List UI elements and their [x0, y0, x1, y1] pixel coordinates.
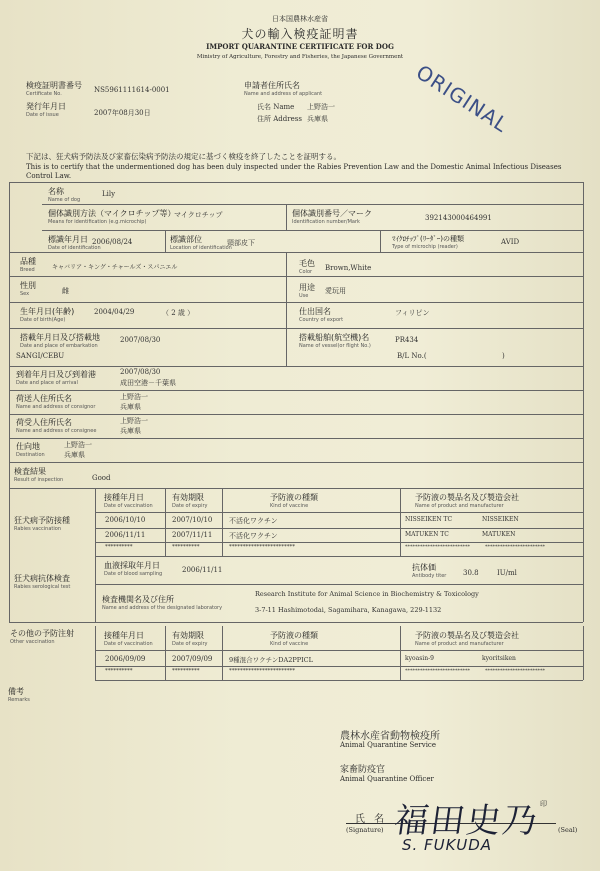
rabies-date-header: 接種年月日 Date of vaccination [104, 493, 153, 509]
rabies-kind: 不活化ワクチン [229, 517, 278, 525]
applicant-name-value: 上野浩一 [307, 103, 335, 111]
cert-no-value: NS5961111614-0001 [94, 86, 170, 94]
table-rule [9, 276, 583, 277]
rabies-date: ********** [105, 544, 133, 550]
embarkation-label: 搭載年月日及び搭載地 Date and place of embarkation [20, 333, 100, 349]
id-means-value: マイクロチップ [174, 211, 223, 219]
rabies-expiry: ********** [172, 544, 200, 550]
cert-no-label: 検疫証明書番号 Certificate No. [26, 81, 82, 97]
table-rule [222, 488, 223, 556]
table-rule [286, 302, 287, 328]
microchip-type-value: AVID [501, 238, 520, 246]
consignor-address: 兵庫県 [120, 403, 141, 411]
rabies-expiry: 2007/10/10 [172, 516, 213, 524]
arrival-place: 成田空港－千葉県 [120, 379, 176, 387]
id-date-label: 標識年月日 Date of identification [48, 235, 101, 251]
other-kind: 9種混合ワクチンDA2PPICL [229, 656, 313, 664]
rabies-product: ************************** [405, 544, 470, 550]
seal-label: (Seal) [558, 826, 578, 834]
table-rule [95, 650, 583, 651]
table-rule [9, 462, 583, 463]
id-means-label: 個体識別方法（マイクロチップ等） Means for identification (e.g.microchip) [48, 209, 176, 225]
birth-value: 2004/04/29 [94, 308, 135, 316]
table-rule [9, 390, 583, 391]
dog-name-label: 名称 Name of dog [48, 187, 81, 203]
export-country-label: 仕出国名 Country of export [299, 307, 344, 323]
export-country-value: フィリピン [395, 309, 430, 317]
embarkation-place: SANGI/CEBU [16, 352, 65, 360]
ministry-en: Ministry of Agriculture, Forestry and Fisheries, the Japanese Government [196, 54, 404, 60]
rabies-kind: 不活化ワクチン [229, 532, 278, 540]
inspection-result-value: Good [92, 474, 111, 482]
applicant-addr-value: 兵庫県 [307, 115, 328, 123]
rabies-maker: NISSEIKEN [482, 516, 519, 523]
table-rule [222, 626, 223, 680]
service-en: Animal Quarantine Service [340, 741, 436, 749]
signature-label: (Signature) [346, 826, 384, 834]
other-kind-header: 予防液の種類 Kind of vaccine [270, 631, 318, 647]
consignor-name: 上野浩一 [120, 393, 148, 401]
table-rule [9, 622, 583, 623]
consignor-label: 荷送人住所氏名 Name and address of consignor [16, 394, 96, 410]
table-rule [165, 488, 166, 556]
consignee-label: 荷受人住所氏名 Name and address of consignee [16, 418, 97, 434]
officer-en: Animal Quarantine Officer [340, 775, 434, 783]
antibody-titer-label: 抗体価 Antibody titer [412, 563, 447, 579]
rabies-product: NISSEIKEN TC [405, 516, 453, 523]
table-rule [9, 366, 583, 367]
issue-date-value: 2007年08月30日 [94, 109, 151, 117]
other-date: ********** [105, 668, 133, 674]
table-rule [9, 252, 583, 253]
age-value: （ 2 歳 ） [162, 309, 195, 317]
id-date-value: 2006/08/24 [92, 238, 133, 246]
applicant-label: 申請者住所氏名 Name and address of applicant [244, 81, 323, 97]
bl-no-close: ) [502, 352, 505, 360]
remarks-label: 備考 Remarks [8, 687, 30, 703]
table-rule [95, 488, 96, 622]
bl-no-label: B/L No.( [397, 352, 427, 360]
destination-address: 兵庫県 [64, 451, 85, 459]
table-rule [95, 528, 583, 529]
antibody-titer-unit: IU/ml [497, 569, 517, 577]
laboratory-label: 検査機関名及び住所 Name and address of the designated laboratory [102, 595, 223, 611]
rabies-kind-header: 予防液の種類 Kind of vaccine [270, 493, 318, 509]
officer-jp: 家畜防疫官 [340, 765, 386, 775]
rabies-vaccination-label: 狂犬病予防接種 Rabies vaccination [14, 516, 70, 532]
id-location-label: 標識部位 Location of identification [170, 235, 232, 251]
serology-label: 狂犬病抗体検査 Rabies serological test [14, 574, 71, 590]
table-rule [165, 230, 166, 252]
table-rule [95, 512, 583, 513]
color-value: Brown,White [325, 264, 372, 272]
table-rule [42, 204, 583, 205]
rabies-date: 2006/11/11 [105, 531, 146, 539]
rabies-product: MATUKEN TC [405, 531, 449, 538]
other-kind: ************************ [229, 668, 295, 674]
title-en: IMPORT QUARANTINE CERTIFICATE FOR DOG [206, 42, 394, 51]
table-rule [286, 328, 287, 366]
other-expiry-header: 有効期限 Date of expiry [172, 631, 208, 647]
applicant-name-label: 氏名 Name [257, 103, 295, 111]
antibody-titer-value: 30.8 [463, 569, 479, 577]
table-rule [95, 666, 583, 667]
dog-name-value: Lily [102, 190, 116, 198]
table-rule [9, 302, 583, 303]
id-number-value: 392143000464991 [425, 214, 492, 222]
other-date: 2006/09/09 [105, 655, 146, 663]
other-product-header: 予防液の製品名及び製造会社 Name of product and manufacturer [415, 631, 519, 647]
rabies-product-header: 予防液の製品名及び製造会社 Name of product and manufacturer [415, 493, 519, 509]
other-product: kyoasin-9 [405, 655, 434, 662]
table-rule [9, 182, 583, 183]
signature-en: S. FUKUDA [402, 836, 493, 854]
table-rule [9, 438, 583, 439]
blood-sampling-value: 2006/11/11 [182, 566, 223, 574]
other-date-header: 接種年月日 Date of vaccination [104, 631, 153, 647]
table-rule [95, 584, 583, 585]
other-maker: kyoritsiken [482, 655, 516, 662]
table-rule [95, 680, 583, 681]
arrival-label: 到着年月日及び到着港 Date and place of arrival [16, 370, 96, 386]
arrival-date: 2007/08/30 [120, 368, 161, 376]
color-label: 毛色 Color [299, 259, 315, 275]
title-jp: 犬の輸入検疫証明書 [241, 27, 359, 41]
table-rule [583, 626, 584, 680]
original-stamp: ORIGINAL [411, 60, 513, 138]
seal-mark: 印 [540, 800, 547, 808]
statement-en: This is to certify that the undermentioned dog has been duly inspected under the Rabies Prevention Law and the Domestic Animal Infectious Diseases Control Law. [26, 163, 562, 180]
signature-name-label: 氏 名 [355, 814, 388, 825]
statement-jp: 下記は、狂犬病予防法及び家畜伝染病予防法の規定に基づく検疫を終了したことを証明する。 [26, 152, 341, 161]
breed-value: キャバリア・キング・チャールズ・スパニエル [52, 264, 178, 271]
table-rule [400, 488, 401, 556]
sex-value: 雌 [62, 287, 69, 295]
other-vaccination-label: その他の予防注射 Other vaccination [10, 629, 74, 645]
table-rule [95, 626, 96, 680]
consignee-address: 兵庫県 [120, 427, 141, 435]
vessel-label: 搭載船舶(航空機)名 Name of vessel(or flight No.) [299, 333, 371, 349]
inspection-result-label: 検査結果 Result of inspection [14, 467, 64, 483]
rabies-kind: ************************ [229, 544, 295, 550]
issue-date-label: 発行年月日 Date of issue [26, 102, 66, 118]
rabies-maker: MATUKEN [482, 531, 516, 538]
other-product: ************************** [405, 668, 470, 674]
table-rule [9, 414, 583, 415]
table-rule [583, 182, 584, 622]
table-rule [42, 230, 583, 231]
id-number-label: 個体識別番号／マーク Identification number/Mark [292, 209, 372, 225]
id-location-value: 頸部皮下 [227, 239, 255, 247]
use-label: 用途 Use [299, 283, 315, 299]
service-jp: 農林水産省動物検疫所 [340, 731, 440, 742]
microchip-type-label: ﾏｲｸﾛﾁｯﾌﾟ(ﾘｰﾀﾞｰ)の種類 Type of microchip (reader) [392, 235, 464, 250]
destination-label: 仕向地 Destination [16, 442, 45, 458]
signature-jp: 福田史乃 [391, 801, 542, 841]
laboratory-name: Research Institute for Animal Science in Biochemistry & Toxicology [255, 590, 479, 598]
table-rule [9, 328, 583, 329]
other-expiry: ********** [172, 668, 200, 674]
rabies-expiry: 2007/11/11 [172, 531, 213, 539]
embarkation-date: 2007/08/30 [120, 336, 161, 344]
destination-name: 上野浩一 [64, 441, 92, 449]
birth-label: 生年月日(年齢) Date of birth(Age) [20, 307, 75, 323]
table-rule [400, 626, 401, 680]
table-rule [165, 626, 166, 680]
rabies-maker: ************************ [485, 544, 545, 550]
use-value: 愛玩用 [325, 287, 346, 295]
other-expiry: 2007/09/09 [172, 655, 213, 663]
breed-label: 品種 Breed [20, 257, 36, 273]
laboratory-address: 3-7-11 Hashimotodai, Sagamihara, Kanagawa, 229-1132 [255, 606, 442, 614]
table-rule [380, 230, 381, 252]
other-maker: ************************ [485, 668, 545, 674]
table-rule [286, 204, 287, 230]
rabies-expiry-header: 有効期限 Date of expiry [172, 493, 208, 509]
blood-sampling-label: 血液採取年月日 Date of blood sampling [104, 561, 163, 577]
vessel-value: PR434 [395, 336, 419, 344]
table-rule [9, 182, 10, 622]
sex-label: 性別 Sex [20, 281, 36, 297]
ministry-jp: 日本国農林水産省 [272, 15, 328, 23]
table-rule [286, 252, 287, 302]
consignee-name: 上野浩一 [120, 417, 148, 425]
applicant-addr-label: 住所 Address [257, 115, 302, 123]
table-rule [95, 542, 583, 543]
table-rule [95, 556, 583, 557]
rabies-date: 2006/10/10 [105, 516, 146, 524]
